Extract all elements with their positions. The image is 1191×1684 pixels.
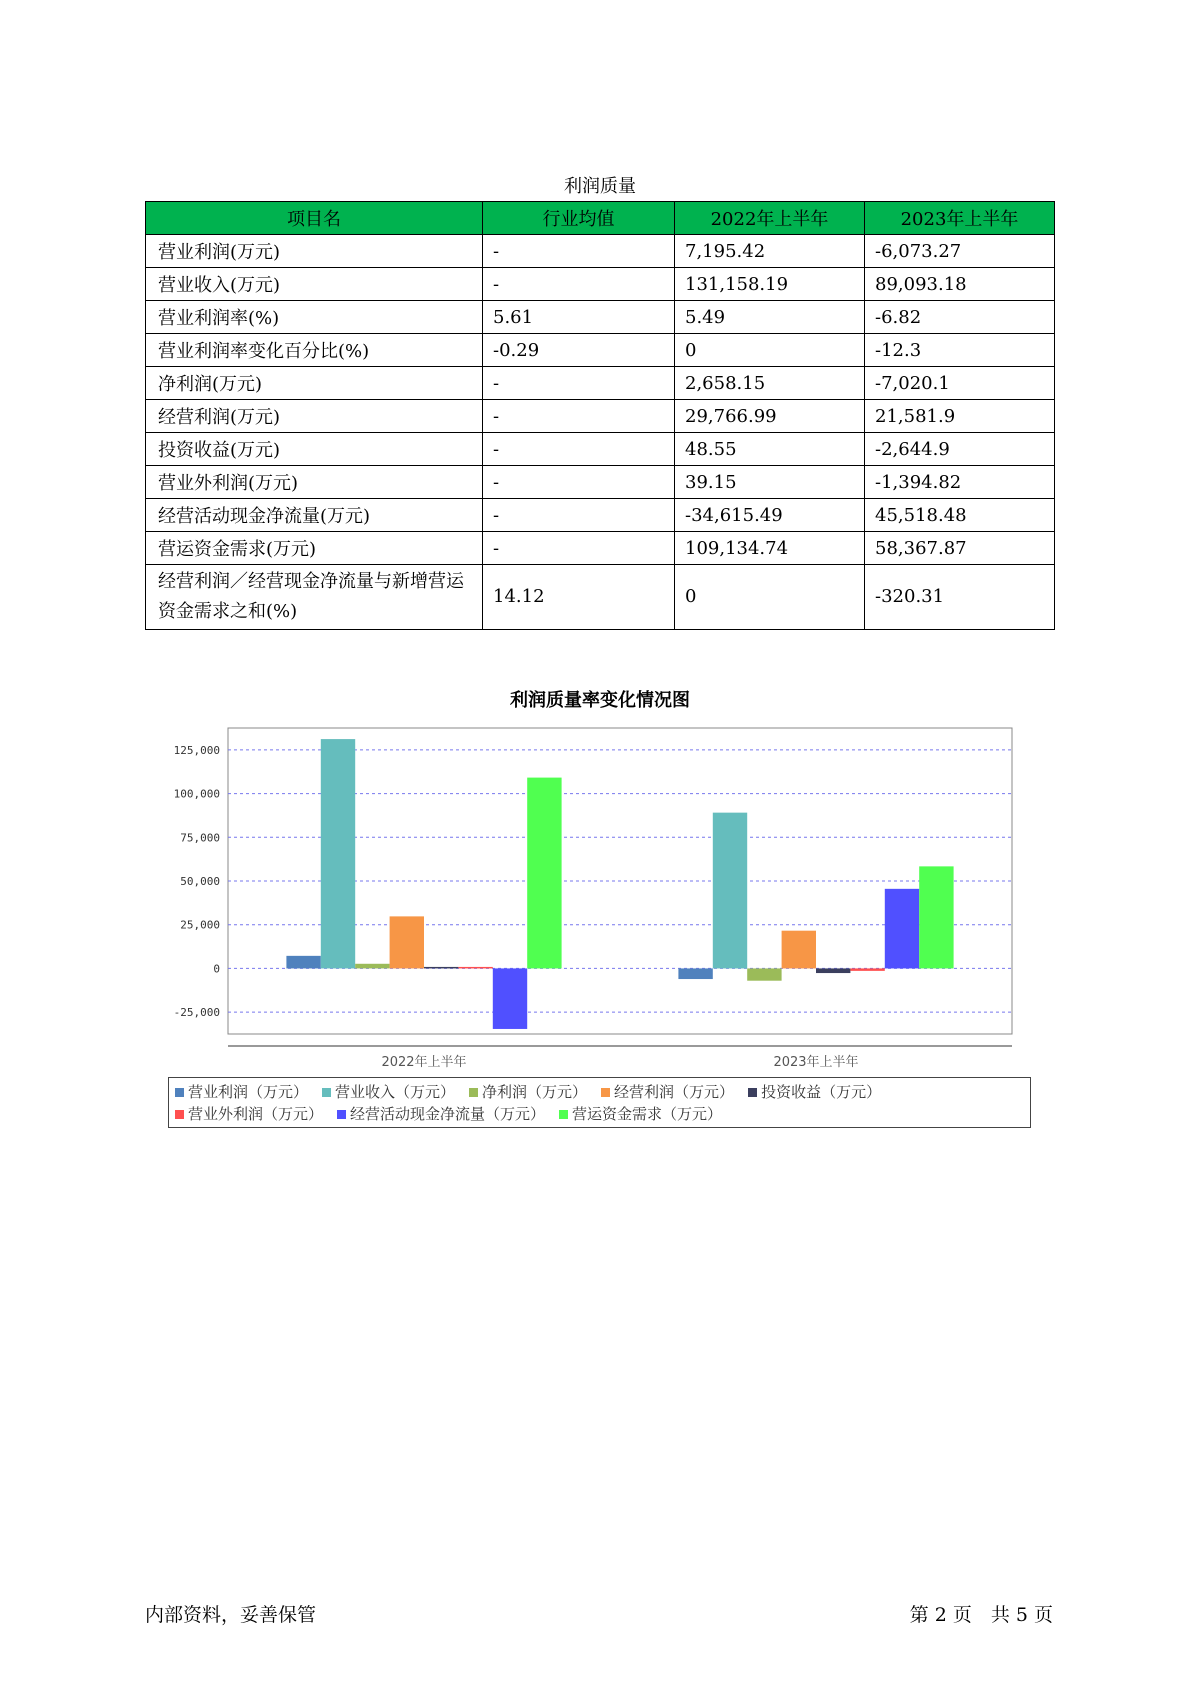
value-cell: - bbox=[483, 466, 675, 499]
value-cell: - bbox=[483, 433, 675, 466]
row-label-cell: 营业利润率变化百分比(%) bbox=[146, 334, 483, 367]
value-cell: -34,615.49 bbox=[675, 499, 865, 532]
y-tick-label: 100,000 bbox=[173, 787, 220, 801]
legend-swatch bbox=[469, 1088, 478, 1097]
value-cell: 21,581.9 bbox=[865, 400, 1055, 433]
legend-label: 营业外利润（万元） bbox=[188, 1105, 324, 1123]
value-cell: - bbox=[483, 367, 675, 400]
legend-item bbox=[175, 1103, 323, 1125]
value-cell: 5.61 bbox=[483, 301, 675, 334]
value-cell: -2,644.9 bbox=[865, 433, 1055, 466]
value-cell: -1,394.82 bbox=[865, 466, 1055, 499]
bar bbox=[355, 964, 389, 969]
y-tick-label: 50,000 bbox=[180, 875, 220, 888]
bar bbox=[321, 739, 355, 968]
value-cell: 48.55 bbox=[675, 433, 865, 466]
legend-item bbox=[748, 1081, 881, 1103]
row-label-cell: 经营活动现金净流量(万元) bbox=[146, 499, 483, 532]
bar bbox=[782, 931, 816, 969]
value-cell: - bbox=[483, 499, 675, 532]
value-cell: 0 bbox=[675, 565, 865, 630]
value-cell: -6.82 bbox=[865, 301, 1055, 334]
value-cell: - bbox=[483, 235, 675, 268]
row-label-cell: 营业利润率(%) bbox=[146, 301, 483, 334]
y-tick-label: 125,000 bbox=[173, 743, 220, 757]
footer-confidential-note: 内部资料，妥善保管 bbox=[145, 1604, 317, 1626]
row-label-cell: 营业收入(万元) bbox=[146, 268, 483, 301]
value-cell: -0.29 bbox=[483, 334, 675, 367]
legend-item bbox=[322, 1081, 455, 1103]
bar bbox=[816, 968, 850, 973]
bar bbox=[458, 967, 492, 969]
bar bbox=[747, 968, 781, 980]
value-cell: 7,195.42 bbox=[675, 235, 865, 268]
bar bbox=[390, 916, 424, 968]
value-cell: 29,766.99 bbox=[675, 400, 865, 433]
legend-label: 投资收益（万元） bbox=[761, 1083, 882, 1101]
row-label-cell: 经营利润(万元) bbox=[146, 400, 483, 433]
bar bbox=[885, 889, 919, 969]
y-tick-label: 75,000 bbox=[180, 831, 220, 845]
value-cell: 45,518.48 bbox=[865, 499, 1055, 532]
value-cell: 14.12 bbox=[483, 565, 675, 630]
legend-label: 经营利润（万元） bbox=[614, 1083, 735, 1101]
bar bbox=[919, 866, 953, 968]
bar bbox=[286, 956, 320, 969]
column-header: 2023年上半年 bbox=[865, 202, 1055, 235]
value-cell: 58,367.87 bbox=[865, 532, 1055, 565]
row-label-cell: 经营利润／经营现金净流量与新增营运资金需求之和(%) bbox=[146, 565, 483, 630]
value-cell: 131,158.19 bbox=[675, 268, 865, 301]
row-label-cell: 投资收益(万元) bbox=[146, 433, 483, 466]
value-cell: 109,134.74 bbox=[675, 532, 865, 565]
column-header: 行业均值 bbox=[483, 202, 675, 235]
bar bbox=[713, 813, 747, 969]
y-tick-label: -25,000 bbox=[173, 1006, 220, 1020]
value-cell: 2,658.15 bbox=[675, 367, 865, 400]
legend-label: 营业利润（万元） bbox=[188, 1083, 309, 1101]
value-cell: 89,093.18 bbox=[865, 268, 1055, 301]
bar bbox=[678, 968, 712, 979]
footer-page-number: 第 2 页 共 5 页 bbox=[909, 1604, 1053, 1626]
value-cell: -6,073.27 bbox=[865, 235, 1055, 268]
value-cell: - bbox=[483, 268, 675, 301]
y-tick-label: 25,000 bbox=[180, 918, 220, 932]
legend-item bbox=[337, 1103, 545, 1125]
column-header: 2022年上半年 bbox=[675, 202, 865, 235]
bar bbox=[424, 967, 458, 969]
value-cell: -12.3 bbox=[865, 334, 1055, 367]
x-tick-label: 2022年上半年 bbox=[381, 1055, 467, 1070]
value-cell: -7,020.1 bbox=[865, 367, 1055, 400]
legend-swatch bbox=[175, 1110, 184, 1119]
legend-swatch bbox=[748, 1088, 757, 1097]
row-label-cell: 净利润(万元) bbox=[146, 367, 483, 400]
legend-item bbox=[469, 1081, 587, 1103]
table-title: 利润质量 bbox=[564, 176, 636, 197]
value-cell: 0 bbox=[675, 334, 865, 367]
x-tick-label: 2023年上半年 bbox=[773, 1055, 859, 1070]
chart-title: 利润质量率变化情况图 bbox=[510, 690, 690, 711]
legend-label: 净利润（万元） bbox=[482, 1083, 588, 1101]
value-cell: 5.49 bbox=[675, 301, 865, 334]
row-label-cell: 营运资金需求(万元) bbox=[146, 532, 483, 565]
value-cell: -320.31 bbox=[865, 565, 1055, 630]
column-header: 项目名 bbox=[146, 202, 483, 235]
legend-item bbox=[601, 1081, 734, 1103]
bar bbox=[527, 778, 561, 969]
legend-item bbox=[559, 1103, 722, 1125]
bar bbox=[850, 968, 884, 970]
value-cell: - bbox=[483, 400, 675, 433]
legend-item bbox=[175, 1081, 308, 1103]
row-label-cell: 营业外利润(万元) bbox=[146, 466, 483, 499]
bar bbox=[493, 968, 527, 1029]
value-cell: 39.15 bbox=[675, 466, 865, 499]
legend-swatch bbox=[322, 1088, 331, 1097]
legend-swatch bbox=[175, 1088, 184, 1097]
y-tick-label: 0 bbox=[213, 962, 220, 976]
legend-label: 经营活动现金净流量（万元） bbox=[350, 1105, 546, 1123]
value-cell: - bbox=[483, 532, 675, 565]
chart-legend bbox=[168, 1077, 1031, 1128]
legend-swatch bbox=[337, 1110, 346, 1119]
row-label-cell: 营业利润(万元) bbox=[146, 235, 483, 268]
legend-swatch bbox=[601, 1088, 610, 1097]
legend-label: 营业收入（万元） bbox=[335, 1083, 456, 1101]
legend-label: 营运资金需求（万元） bbox=[572, 1105, 723, 1123]
legend-swatch bbox=[559, 1110, 568, 1119]
